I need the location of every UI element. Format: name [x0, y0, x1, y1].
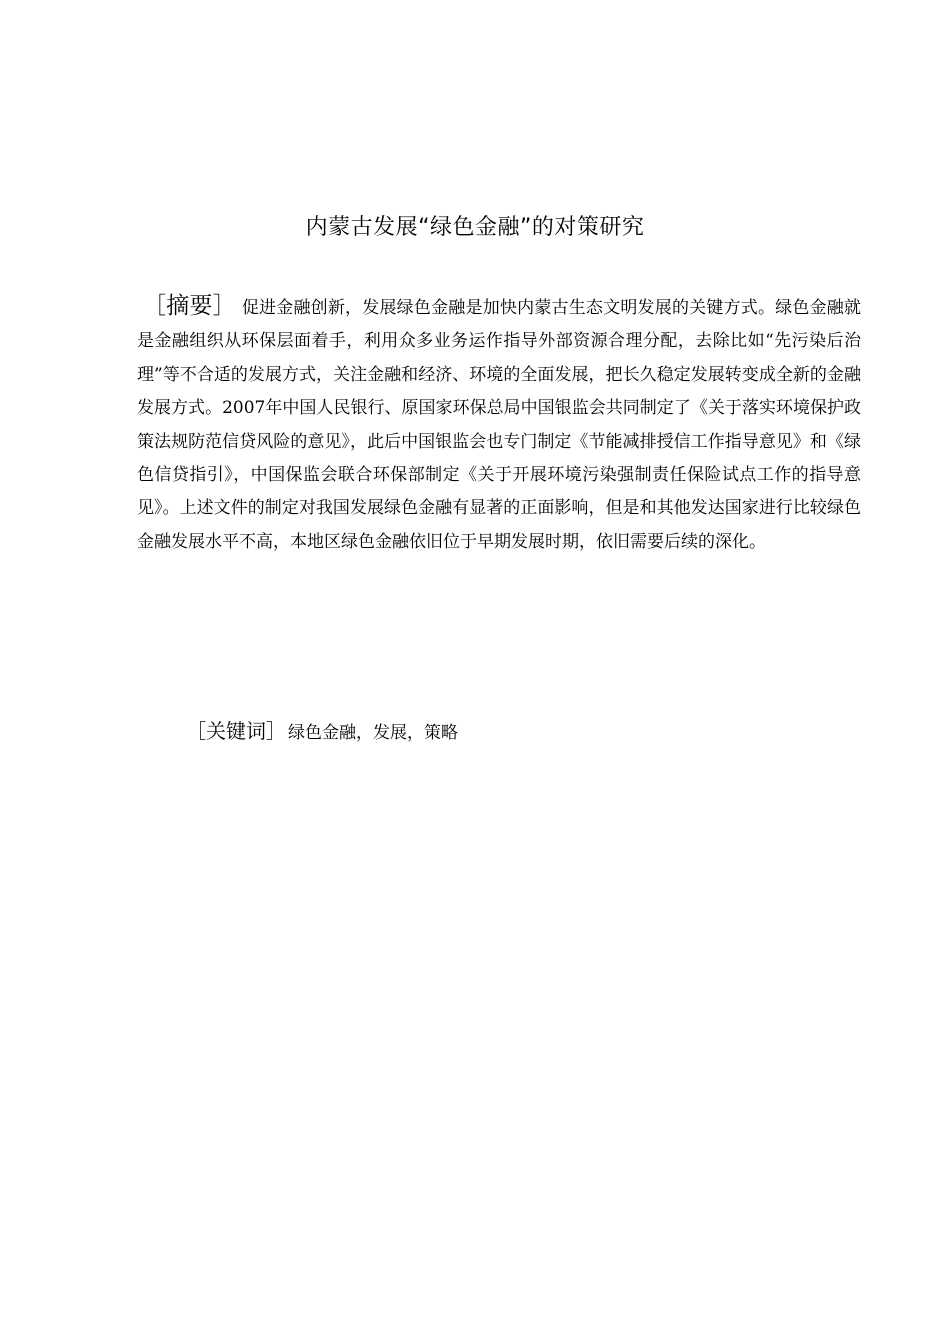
abstract-text: 促进金融创新，发展绿色金融是加快内蒙古生态文明发展的关键方式。绿色金融就是金融组织从环保层面着手，利用众多业务运作指导外部资源合理分配，去除比如“先污染后治理”等不合适的发展方式，关注金融和经济、环境的全面发展，把长久稳定发展转变成全新的金融发展方式。2007年中国人民银行、原国家环保总局中国银监会共同制定了《关于落实环境保护政策法规防范信贷风险的意见》，此后中国银监会也专门制定《节能减排授信工作指导意见》和《绿色信贷指引》，中国保监会联合环保部制定《关于开展环境污染强制责任保险试点工作的指导意见》。上述文件的制定对我国发展绿色金融有显著的正面影响，但是和其他发达国家进行比较绿色金融发展水平不高，本地区绿色金融依旧位于早期发展时期，依旧需要后续的深化。: [137, 298, 862, 552]
page-title: 内蒙古发展“绿色金融”的对策研究: [305, 215, 645, 240]
keywords-label: ［关键词］: [186, 719, 286, 743]
abstract-label: ［摘要］: [143, 293, 236, 319]
keywords-line: [186, 716, 458, 748]
abstract-paragraph: [137, 290, 861, 559]
keywords-text: 绿色金融，发展，策略: [288, 723, 458, 743]
